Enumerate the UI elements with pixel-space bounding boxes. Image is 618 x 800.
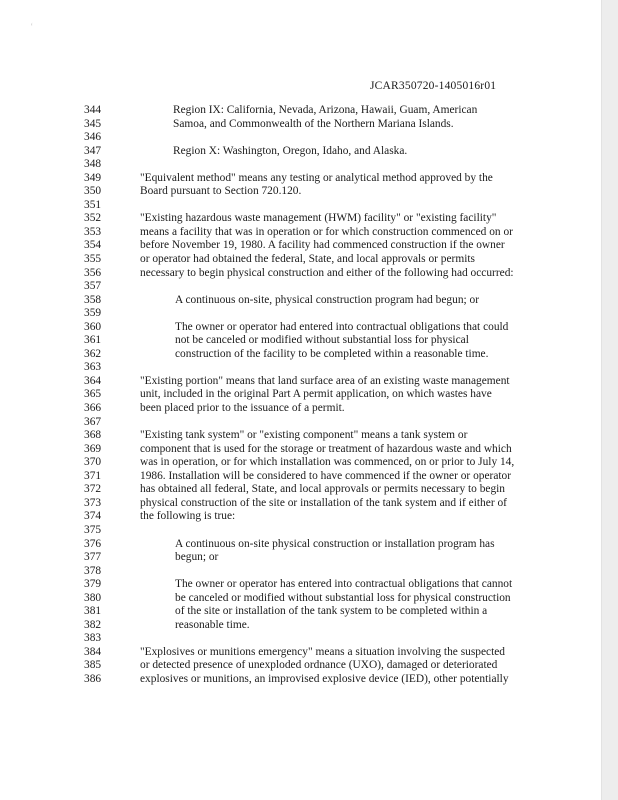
text-line [0,565,618,579]
line-number: 374 [84,510,102,523]
text-line [0,443,618,457]
line-text: or detected presence of unexploded ordnance (UXO), damaged or deteriorated [140,659,498,672]
text-line [0,334,618,348]
line-text: reasonable time. [175,618,250,631]
text-line [0,456,618,470]
line-text: Samoa, and Commonwealth of the Northern Mariana Islands. [173,117,454,130]
line-number: 344 [84,104,102,116]
line-number: 371 [84,469,102,482]
text-line [0,592,618,606]
line-number: 352 [84,212,102,225]
line-number: 373 [84,496,102,509]
line-text: "Existing hazardous waste management (HWM) facility" or "existing facility" [140,212,497,225]
line-number: 382 [84,618,102,631]
line-number: 347 [84,144,102,157]
line-text: been placed prior to the issuance of a permit. [140,402,345,415]
line-number: 375 [84,523,102,536]
line-number: 385 [84,659,102,672]
line-number: 351 [84,198,102,211]
text-line [0,199,618,213]
text-line [0,483,618,497]
text-line [0,497,618,511]
text-line [0,551,618,565]
text-line [0,104,618,118]
line-number: 361 [84,334,102,347]
line-text: The owner or operator has entered into contractual obligations that cannot [175,578,513,591]
text-line [0,348,618,362]
text-line [0,267,618,281]
text-line [0,416,618,430]
text-line [0,239,618,253]
line-number: 376 [84,537,102,550]
text-line [0,470,618,484]
line-number: 366 [84,402,102,415]
line-number: 364 [84,374,102,387]
text-line [0,361,618,375]
line-text: 1986. Installation will be considered to have commenced if the owner or operator [140,469,512,482]
text-line [0,673,618,687]
text-line [0,226,618,240]
text-line [0,253,618,267]
line-number: 378 [84,564,102,577]
line-number: 346 [84,131,102,144]
line-number: 377 [84,551,102,564]
line-number: 372 [84,483,102,496]
text-line [0,388,618,402]
line-number: 368 [84,429,102,442]
text-line [0,280,618,294]
line-text: Board pursuant to Section 720.120. [140,185,302,198]
text-line [0,212,618,226]
line-text: physical construction of the site or installation of the tank system and if either of [140,496,507,509]
numbered-text-body [0,104,618,687]
line-text: means a facility that was in operation or for which construction commenced on or [140,225,513,238]
line-text: was in operation, or for which installation was commenced, on or prior to July 14, [140,456,515,469]
line-number: 357 [84,280,102,293]
line-text: component that is used for the storage or treatment of hazardous waste and which [140,442,512,455]
line-number: 350 [84,185,102,198]
line-number: 360 [84,320,102,333]
line-text: has obtained all federal, State, and local approvals or permits necessary to begin [140,483,506,496]
line-number: 383 [84,632,102,645]
line-text: Region IX: California, Nevada, Arizona, Hawaii, Guam, American [173,104,478,116]
line-number: 356 [84,266,102,279]
line-text: A continuous on-site physical construction or installation program has [175,537,495,550]
line-text: the following is true: [140,510,236,523]
text-line [0,605,618,619]
line-text: be canceled or modified without substantial loss for physical construction [175,591,511,604]
line-number: 381 [84,605,102,618]
line-text: necessary to begin physical construction and either of the following had occurred: [140,266,514,279]
text-line [0,659,618,673]
text-line [0,510,618,524]
text-line [0,375,618,389]
text-line [0,118,618,132]
text-line [0,158,618,172]
text-line [0,632,618,646]
text-line [0,185,618,199]
text-line [0,307,618,321]
line-text: "Existing portion" means that land surface area of an existing waste management [140,374,510,387]
line-text: Region X: Washington, Oregon, Idaho, and Alaska. [173,144,408,157]
line-text: of the site or installation of the tank system to be completed within a [175,605,488,618]
line-number: 348 [84,158,102,171]
scan-artifact-mark: ‘ [30,22,34,33]
line-number: 362 [84,347,102,360]
line-text: not be canceled or modified without substantial loss for physical [175,334,469,347]
line-number: 353 [84,225,102,238]
line-number: 380 [84,591,102,604]
text-line [0,321,618,335]
text-line [0,578,618,592]
line-number: 365 [84,388,102,401]
line-number: 384 [84,645,102,658]
line-number: 370 [84,456,102,469]
line-number: 379 [84,578,102,591]
text-line [0,402,618,416]
line-text: before November 19, 1980. A facility had commenced construction if the owner [140,239,505,252]
text-line [0,131,618,145]
line-number: 355 [84,253,102,266]
line-text: construction of the facility to be completed within a reasonable time. [175,347,489,360]
line-number: 359 [84,307,102,320]
text-line [0,172,618,186]
line-number: 369 [84,442,102,455]
line-text: explosives or munitions, an improvised explosive device (IED), other potentially [140,672,509,685]
line-text: The owner or operator had entered into contractual obligations that could [175,320,509,333]
text-line [0,619,618,633]
line-text: "Equivalent method" means any testing or analytical method approved by the [140,171,493,184]
text-line [0,429,618,443]
line-number: 363 [84,361,102,374]
line-number: 367 [84,415,102,428]
line-text: "Explosives or munitions emergency" means a situation involving the suspected [140,645,505,658]
text-line [0,646,618,660]
text-line [0,294,618,308]
text-line [0,145,618,159]
line-text: or operator had obtained the federal, State, and local approvals or permits [140,253,475,266]
line-number: 345 [84,117,102,130]
document-id-header: JCAR350720-1405016r01 [370,80,497,92]
text-line [0,538,618,552]
line-number: 354 [84,239,102,252]
line-number: 358 [84,293,102,306]
line-text: "Existing tank system" or "existing component" means a tank system or [140,429,468,442]
text-line [0,524,618,538]
line-text: A continuous on-site, physical construction program had begun; or [175,293,480,306]
line-text: begun; or [175,551,219,564]
line-text: unit, included in the original Part A permit application, on which wastes have [140,388,492,401]
line-number: 349 [84,171,102,184]
line-number: 386 [84,672,102,685]
